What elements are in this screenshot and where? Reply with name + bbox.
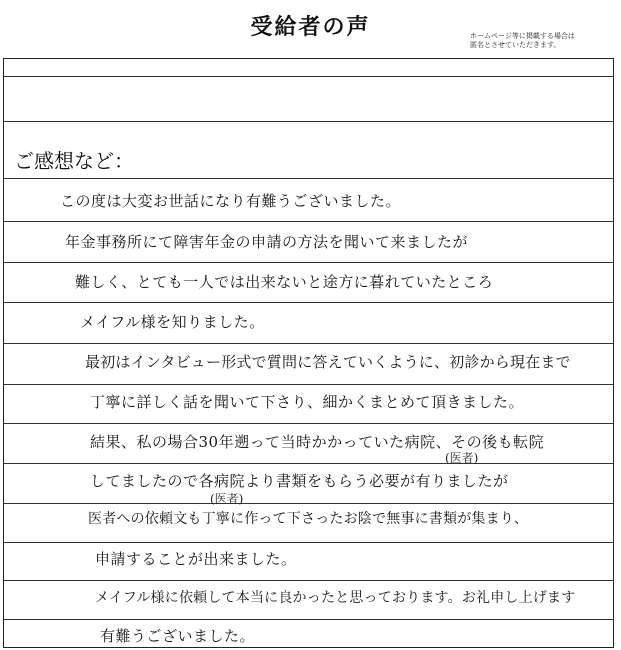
handwritten-line: メイフル様に依頼して本当に良かったと思っております。お礼申し上げます	[95, 590, 576, 606]
section-heading: ご感想など：	[14, 149, 134, 173]
handwritten-line: 最初はインタビュー形式で質問に答えていくように、初診から現在まで	[85, 353, 571, 371]
annotation: (医者)	[210, 492, 244, 506]
handwritten-line: メイフル様を知りました。	[80, 313, 265, 331]
handwritten-line: 丁寧に詳しく話を聞いて下さり、細かくまとめて頂きました。	[90, 393, 525, 411]
anonymity-note-line-1: ホームページ等に掲載する場合は	[470, 32, 575, 40]
ruled-line	[4, 302, 614, 303]
ruled-line	[4, 262, 614, 263]
form-title: 受給者の声	[250, 15, 371, 40]
ruled-line	[4, 384, 614, 385]
anonymity-note	[470, 32, 620, 50]
ruled-line	[4, 178, 614, 179]
ruled-line	[4, 423, 614, 424]
handwritten-line: 申請することが出来ました。	[95, 550, 297, 568]
ruled-line	[4, 580, 614, 581]
handwritten-line: この度は大変お世話になり有難うございました。	[60, 192, 402, 210]
handwritten-line: 医者への依頼文も丁寧に作って下さったお陰で無事に書類が集まり、	[88, 511, 529, 527]
ruled-line	[4, 343, 614, 344]
ruled-line	[4, 542, 614, 543]
ruled-line	[4, 619, 614, 620]
annotation: (医者)	[445, 451, 479, 465]
handwritten-line: 難しく、とても一人では出来ないと途方に暮れていたところ	[75, 273, 494, 291]
handwritten-line: してましたので各病院より書類をもらう必要が有りましたが	[90, 472, 509, 490]
handwritten-line: 結果、私の場合30年遡って当時かかっていた病院、その後も転院	[90, 433, 545, 451]
handwritten-line: 年金事務所にて障害年金の申請の方法を聞いて来ましたが	[65, 233, 469, 251]
ruled-line	[4, 463, 614, 464]
ruled-line	[4, 121, 614, 122]
ruled-line	[4, 503, 614, 504]
anonymity-note-line-2: 匿名とさせていただきます。	[470, 41, 561, 49]
ruled-line	[4, 76, 614, 77]
ruled-line	[4, 221, 614, 222]
handwritten-line: 有難うございました。	[100, 627, 256, 645]
